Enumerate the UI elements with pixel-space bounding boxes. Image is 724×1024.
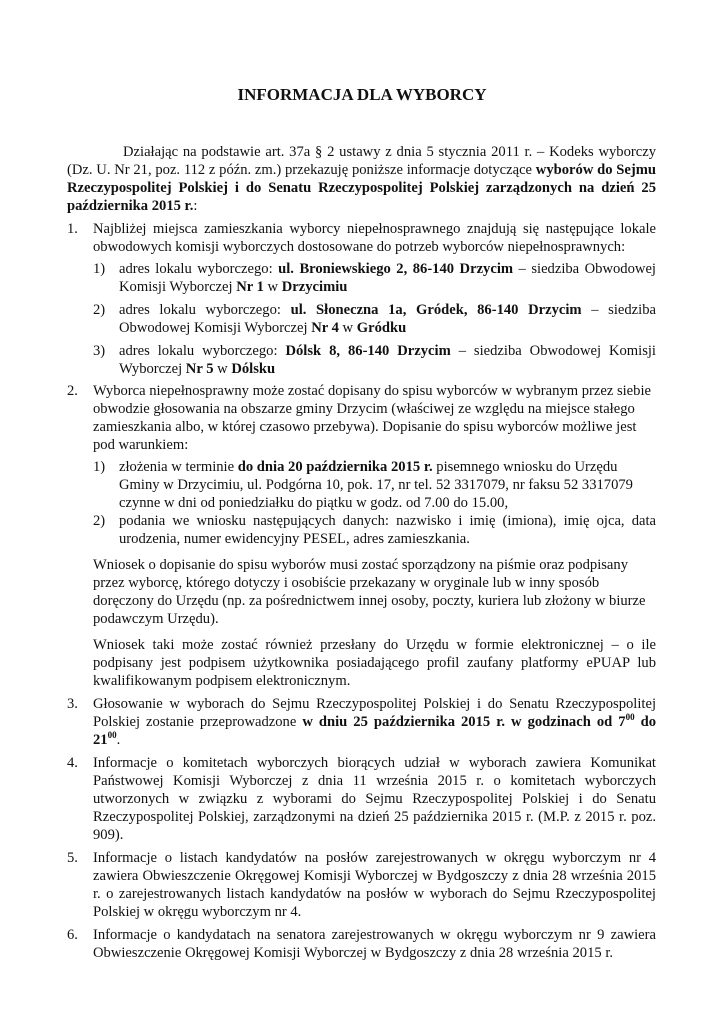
- hour-superscript: 00: [107, 730, 117, 740]
- office-details: pisemnego wniosku do Urzędu Gminy w Drzycimiu, ul. Podgórna 10, pok. 17, nr tel. 52 3317079, nr faksu 52 3317079 czynne w dni od poniedziałku do piątku w godz. od 7.00 do 15.00,: [119, 459, 633, 511]
- list-item-text: Wyborca niepełnosprawny może zostać dopisany do spisu wyborców w wybranym przez siebie obwodzie głosowania na obszarze gminy Drzycim (właściwej ze względu na miejsce stałego zamieszkania albo, w której czasowo przebywa). Dopisanie do spisu wyborców możliwe jest pod warunkiem:: [93, 383, 651, 453]
- list-item-3: [67, 695, 656, 749]
- list-item-1: [67, 220, 656, 378]
- list-item-text: Informacje o komitetach wyborczych biorących udział w wyborach zawiera Komunikat Państwowej Komisji Wyborczej z dnia 11 września 2015 r. o komitetach wyborczych utworzonych w związku z wyborami do Sejmu Rzeczypospolitej Polskiej i do Senatu Rzeczypospolitej Polskiej, zarządzonymi na dzień 25 października 2015 r. (M.P. z 2015 r. poz. 909).: [93, 755, 656, 843]
- voting-date: w dniu 25 października 2015 r. w godzinach od 7: [302, 714, 626, 730]
- hour-superscript: 00: [625, 712, 635, 722]
- in-word: w: [263, 279, 282, 295]
- intro-end: :: [193, 198, 198, 214]
- commission-place: Drzycimiu: [281, 279, 348, 295]
- list-item-5: [67, 849, 656, 921]
- commission-label: – siedziba Obwodowej Komisji Wyborczej: [119, 261, 656, 295]
- sublist-number: 2): [93, 302, 106, 318]
- intro-bold: wyborów do Sejmu Rzeczypospolitej Polskiej i do Senatu Rzeczypospolitej Polskiej zarządzonych na dzień 25 października 2015 r.: [67, 162, 656, 214]
- commission-label: – siedziba Obwodowej Komisji Wyborczej: [119, 302, 656, 336]
- sublist-item: [93, 342, 656, 378]
- intro-text: Działając na podstawie art. 37a § 2 ustawy z dnia 5 stycznia 2011 r. – Kodeks wyborczy (Dz. U. Nr 21, poz. 112 z późn. zm.) przekazuję poniższe informacje dotyczące: [67, 144, 656, 178]
- commission-place: Dólsku: [231, 361, 276, 377]
- deadline-label: złożenia w terminie: [119, 459, 238, 475]
- voting-text: Głosowanie w wyborach do Sejmu Rzeczypospolitej Polskiej i do Senatu Rzeczypospolitej Polskiej zostanie przeprowadzone: [93, 696, 656, 730]
- address-label: adres lokalu wyborczego:: [119, 261, 279, 277]
- address-label: adres lokalu wyborczego:: [119, 343, 286, 359]
- page-title: INFORMACJA DLA WYBORCY: [237, 85, 487, 104]
- list-item-2: [67, 382, 656, 690]
- sublist-text: [119, 260, 656, 296]
- address-label: adres lokalu wyborczego:: [119, 302, 291, 318]
- address-value: Dólsk 8, 86-140 Drzycim: [285, 343, 451, 359]
- commission-label: – siedziba Obwodowej Komisji Wyborczej: [119, 343, 656, 377]
- sublist-number: 1): [93, 261, 106, 277]
- address-value: ul. Słoneczna 1a, Gródek, 86-140 Drzycim: [290, 302, 582, 318]
- list-number: 2.: [67, 383, 78, 399]
- document-body: [67, 143, 656, 962]
- list-number: 4.: [67, 755, 78, 771]
- sentence-end: .: [116, 732, 121, 748]
- list-item-text: Informacje o listach kandydatów na posłów zarejestrowanych w okręgu wyborczym nr 4 zawiera Obwieszczenie Okręgowej Komisji Wyborczej w Bydgoszczy z dnia 28 września 2015 r. o zarejestrowanych listach kandydatów na posłów w wyborach do Sejmu Rzeczypospolitej Polskiej w okręgu wyborczym nr 4.: [93, 850, 656, 920]
- in-word: w: [213, 361, 232, 377]
- list-item-text: Informacje o kandydatach na senatora zarejestrowanych w okręgu wyborczym nr 9 zawiera Obwieszczenie Okręgowej Komisji Wyborczej w Bydgoszczy z dnia 28 września 2015 r.: [93, 927, 656, 961]
- list-number: 1.: [67, 221, 78, 237]
- sublist-item: [93, 512, 656, 548]
- list-item-text: [93, 695, 656, 749]
- address-value: ul. Broniewskiego 2, 86-140 Drzycim: [278, 261, 514, 277]
- sublist-text: [119, 458, 656, 512]
- sublist-item: [93, 458, 656, 512]
- commission-number: Nr 1: [236, 279, 264, 295]
- list-item-text: Najbliżej miejsca zamieszkania wyborcy niepełnosprawnego znajdują się następujące lokale obwodowych komisji wyborczych dostosowane do potrzeb wyborców niepełnosprawnych:: [93, 221, 656, 255]
- sublist-text: podania we wniosku następujących danych: nazwisko i imię (imiona), imię ojca, data urodzenia, numer ewidencyjny PESEL, adres zamieszkania.: [119, 513, 656, 547]
- sublist-item: [93, 260, 656, 296]
- list-number: 3.: [67, 696, 78, 712]
- sublist-text: [119, 342, 656, 378]
- sublist-text: [119, 301, 656, 337]
- deadline-date: do dnia 20 października 2015 r.: [237, 459, 433, 475]
- intro-paragraph: [67, 143, 656, 215]
- info-paragraph: Wniosek o dopisanie do spisu wyborów musi zostać sporządzony na piśmie oraz podpisany przez wyborcę, którego dotyczy i osobiście przekazany w oryginale lub w inny sposób doręczony do Urzędu (np. za pośrednictwem innej osoby, poczty, kuriera lub złożony w biurze podawczym Urzędu).: [93, 557, 646, 627]
- sublist-number: 3): [93, 343, 106, 359]
- list-item-4: [67, 754, 656, 844]
- in-word: w: [338, 320, 357, 336]
- list-number: 6.: [67, 927, 78, 943]
- sublist-item: [93, 301, 656, 337]
- list-number: 5.: [67, 850, 78, 866]
- commission-number: Nr 5: [185, 361, 214, 377]
- sublist-number: 2): [93, 513, 106, 529]
- voting-end-hour: do 21: [93, 714, 657, 748]
- commission-number: Nr 4: [311, 320, 339, 336]
- commission-place: Gródku: [356, 320, 407, 336]
- info-paragraph: Wniosek taki może zostać również przesłany do Urzędu w formie elektronicznej – o ile podpisany jest podpisem użytkownika posiadającego profil zaufany platformy ePUAP lub kwalifikowanym podpisem elektronicznym.: [93, 637, 656, 689]
- sublist-number: 1): [93, 459, 106, 475]
- list-item-6: [67, 926, 656, 962]
